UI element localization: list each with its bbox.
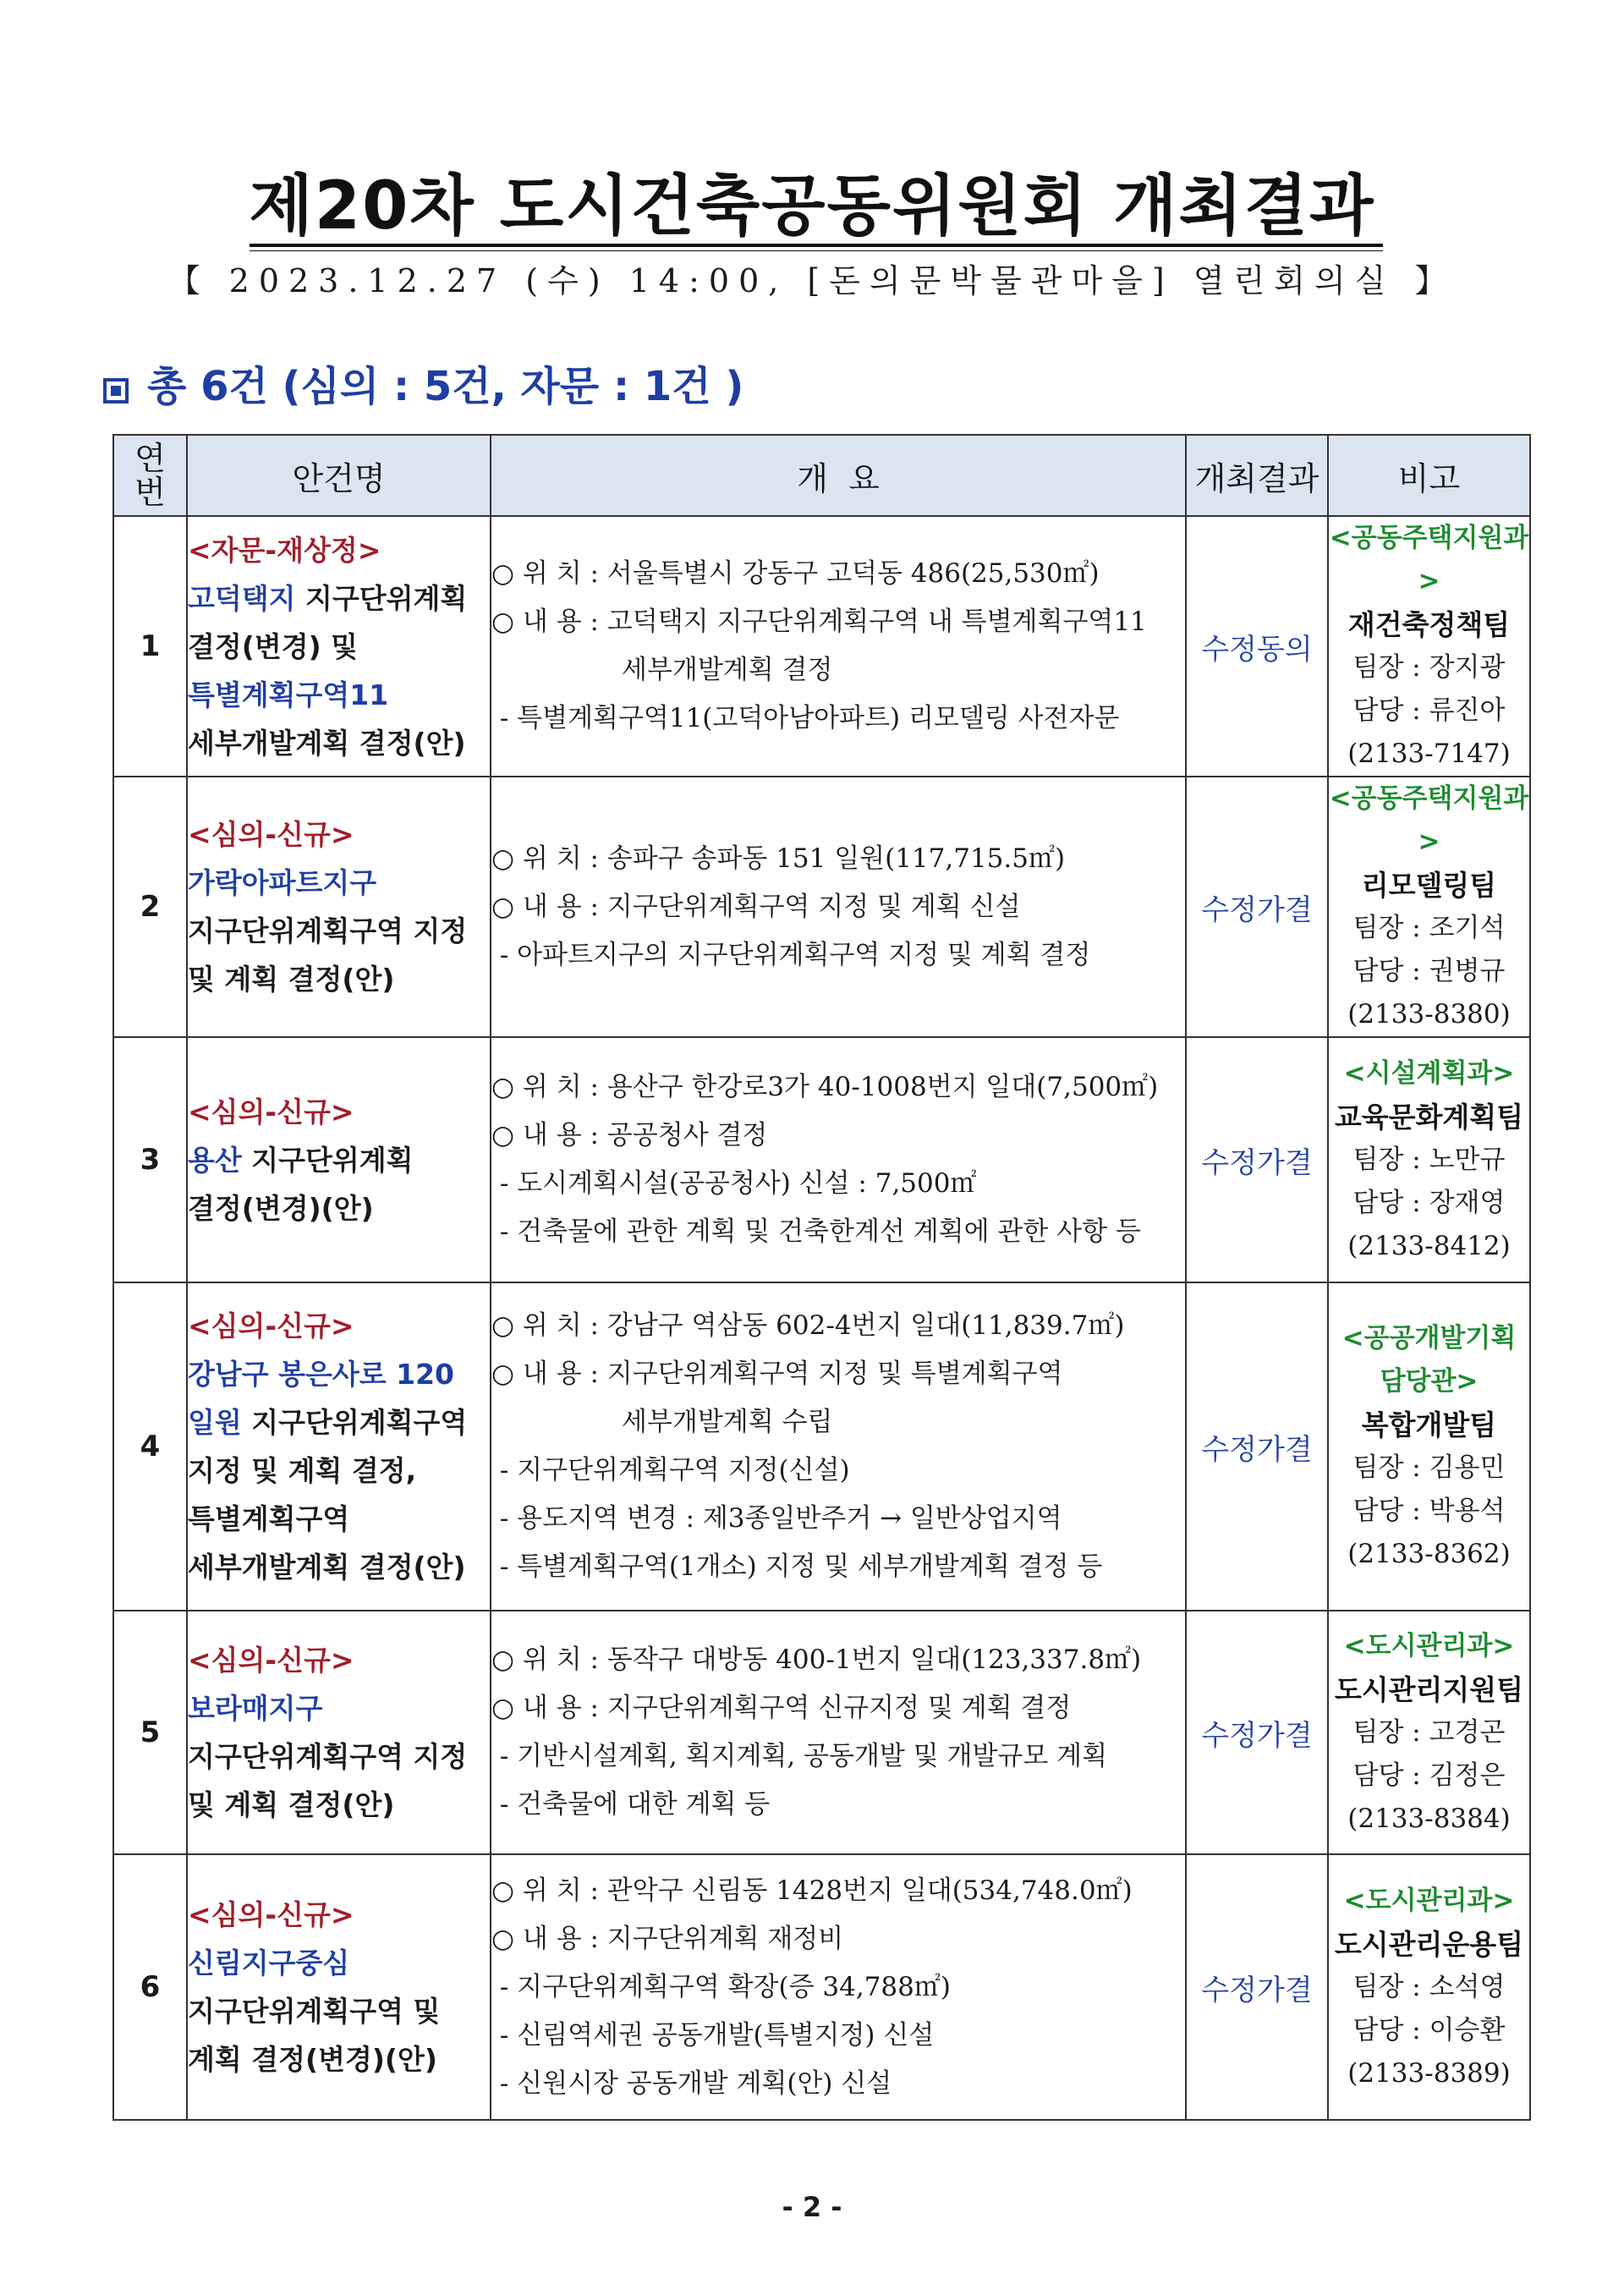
team-leader: 팀장 : 장지광 — [1352, 652, 1506, 683]
department-name: <공동주택지원과> — [1329, 783, 1529, 857]
overview-line: - 아파트지구의 지구단위계획구역 지정 및 계획 결정 — [491, 939, 1091, 970]
team-leader: 팀장 : 김용민 — [1352, 1452, 1506, 1483]
agenda-category: <자문-재상정> — [188, 533, 381, 567]
agenda-name-line — [188, 574, 490, 623]
agenda-name-line — [188, 1939, 490, 1987]
overview-line: - 특별계획구역(1개소) 지정 및 세부개발계획 결정 등 — [491, 1551, 1103, 1582]
page-title: 제20차 도시건축공동위원회 개최결과 — [249, 168, 1375, 244]
table-row — [113, 777, 1530, 1037]
agenda-name-text: 계획 결정(변경)(안) — [188, 2043, 437, 2076]
agenda-name-highlight: 고덕택지 — [188, 581, 296, 615]
agenda-name-line — [188, 859, 490, 907]
agenda-name-line — [188, 2035, 490, 2084]
overview-line: ○ 내 용 : 공공청사 결정 — [491, 1120, 768, 1150]
header-agenda-name: 안건명 — [187, 435, 491, 516]
department-name-cont: 담당관> — [1380, 1366, 1479, 1397]
team-name: 복합개발팀 — [1361, 1408, 1497, 1441]
staff-in-charge: 담당 : 장재영 — [1352, 1187, 1506, 1218]
note-cell — [1328, 777, 1530, 1037]
staff-in-charge: 담당 : 류진아 — [1352, 695, 1506, 726]
agenda-name-cell — [187, 1282, 491, 1611]
team-leader: 팀장 : 조기석 — [1352, 913, 1506, 943]
department-name: <시설계획과> — [1343, 1057, 1515, 1089]
agenda-name-line — [188, 1184, 490, 1233]
note-cell — [1328, 1282, 1530, 1611]
staff-in-charge: 담당 : 김정은 — [1352, 1760, 1506, 1791]
agenda-name-line — [188, 719, 490, 767]
agenda-name-text: 지구단위계획구역 및 — [188, 1995, 441, 2028]
overview-line: - 특별계획구역11(고덕아남아파트) 리모델링 사전자문 — [491, 703, 1120, 733]
agenda-name-line — [188, 1447, 490, 1495]
agenda-name-line — [188, 1543, 490, 1591]
agenda-name-cell — [187, 1854, 491, 2120]
agenda-name-cell — [187, 516, 491, 777]
title-underline-thin — [250, 250, 1383, 251]
agenda-name-line — [188, 1398, 490, 1447]
overview-line: ○ 위 치 : 서울특별시 강동구 고덕동 486(25,530㎡) — [491, 558, 1100, 589]
overview-cell — [491, 777, 1186, 1037]
agenda-name-highlight: 가락아파트지구 — [188, 866, 377, 899]
overview-line: - 지구단위계획구역 확장(증 34,788㎡) — [491, 1971, 951, 2002]
agenda-category: <심의-신규> — [188, 1898, 354, 1931]
table-row — [113, 1282, 1530, 1611]
header-note: 비고 — [1328, 435, 1530, 516]
header-no-bottom: 번 — [134, 474, 166, 511]
contact-phone: (2133-7147) — [1347, 738, 1511, 769]
row-number: 4 — [113, 1282, 187, 1611]
agenda-name-line — [188, 1987, 490, 2035]
agenda-name-line — [188, 623, 490, 671]
agenda-name-line — [188, 1495, 490, 1543]
agenda-name-text: 지구단위계획 — [295, 581, 468, 615]
contact-phone: (2133-8389) — [1347, 2057, 1511, 2089]
overview-cell — [491, 516, 1186, 777]
row-number: 6 — [113, 1854, 187, 2120]
contact-phone: (2133-8380) — [1347, 999, 1511, 1029]
agenda-table — [112, 434, 1531, 2121]
team-name: 리모델링팀 — [1361, 869, 1497, 902]
agenda-category: <심의-신규> — [188, 1309, 354, 1342]
overview-cell — [491, 1611, 1186, 1854]
contact-phone: (2133-8362) — [1347, 1539, 1511, 1569]
agenda-name-line — [188, 907, 490, 955]
agenda-name-line — [188, 1684, 490, 1732]
agenda-name-line — [188, 1732, 490, 1781]
agenda-name-text: 지구단위계획구역 지정 — [188, 914, 468, 947]
header-overview: 개 요 — [491, 435, 1186, 516]
agenda-name-text: 세부개발계획 결정(안) — [188, 726, 466, 760]
overview-line: - 기반시설계획, 획지계획, 공동개발 및 개발규모 계획 — [491, 1741, 1108, 1771]
agenda-name-text: 지정 및 계획 결정, — [188, 1454, 417, 1487]
header-no-top: 연 — [134, 440, 166, 477]
result-cell: 수정가결 — [1186, 1611, 1328, 1854]
overview-line: - 건축물에 관한 계획 및 건축한계선 계획에 관한 사항 등 — [491, 1216, 1141, 1247]
team-name: 도시관리지원팀 — [1334, 1672, 1524, 1706]
row-number: 5 — [113, 1611, 187, 1854]
staff-in-charge: 담당 : 박용석 — [1352, 1496, 1506, 1526]
overview-line: ○ 위 치 : 동작구 대방동 400-1번지 일대(123,337.8㎡) — [491, 1644, 1142, 1675]
summary-text: 총 6건 (심의 : 5건, 자문 : 1건 ) — [147, 363, 744, 410]
department-name: <도시관리과> — [1343, 1630, 1515, 1661]
note-cell — [1328, 516, 1530, 777]
overview-line: - 신림역세권 공동개발(특별지정) 신설 — [491, 2019, 935, 2051]
overview-line: ○ 내 용 : 지구단위계획구역 신규지정 및 계획 결정 — [491, 1693, 1072, 1723]
agenda-name-cell — [187, 777, 491, 1037]
department-name: <공공개발기획 — [1341, 1323, 1517, 1353]
note-cell — [1328, 1037, 1530, 1282]
agenda-category: <심의-신규> — [188, 1095, 354, 1128]
agenda-body — [113, 516, 1530, 2120]
result-cell: 수정가결 — [1186, 1037, 1328, 1282]
team-name: 재건축정책팀 — [1347, 608, 1511, 641]
agenda-name-highlight: 신림지구중심 — [188, 1946, 350, 1979]
overview-cell — [491, 1854, 1186, 2120]
summary-line — [103, 360, 743, 414]
agenda-name-text: 결정(변경) 및 — [188, 629, 359, 663]
overview-line: ○ 내 용 : 고덕택지 지구단위계획구역 내 특별계획구역11 — [491, 607, 1147, 637]
agenda-name-text: 지구단위계획구역 지정 — [188, 1740, 468, 1773]
overview-line: - 지구단위계획구역 지정(신설) — [491, 1455, 850, 1485]
result-cell: 수정동의 — [1186, 516, 1328, 777]
overview-line: ○ 내 용 : 지구단위계획구역 지정 및 특별계획구역 — [491, 1359, 1063, 1389]
agenda-name-text: 및 계획 결정(안) — [188, 963, 395, 996]
square-bullet-icon — [103, 378, 129, 404]
table-row — [113, 1037, 1530, 1282]
agenda-name-text: 특별계획구역 — [188, 1502, 350, 1535]
overview-line: - 건축물에 대한 계획 등 — [491, 1789, 771, 1820]
overview-line: - 도시계획시설(공공청사) 신설 : 7,500㎡ — [491, 1168, 977, 1199]
agenda-name-text: 및 계획 결정(안) — [188, 1788, 395, 1821]
agenda-name-cell — [187, 1611, 491, 1854]
staff-in-charge: 담당 : 권병규 — [1352, 956, 1506, 986]
row-number: 1 — [113, 516, 187, 777]
header-no — [113, 435, 187, 516]
overview-line: ○ 위 치 : 용산구 한강로3가 40-1008번지 일대(7,500㎡) — [491, 1072, 1159, 1102]
result-cell: 수정가결 — [1186, 1854, 1328, 2120]
overview-line: ○ 위 치 : 송파구 송파동 151 일원(117,715.5㎡) — [491, 843, 1066, 874]
page-number: - 2 - — [782, 2191, 842, 2223]
team-leader: 팀장 : 고경곤 — [1352, 1716, 1506, 1748]
overview-line: 세부개발계획 수립 — [622, 1407, 833, 1437]
agenda-name-text: 지구단위계획구역 — [241, 1406, 468, 1439]
team-name: 교육문화계획팀 — [1334, 1100, 1524, 1134]
overview-line: ○ 위 치 : 관악구 신림동 1428번지 일대(534,748.0㎡) — [491, 1875, 1133, 1906]
title-underline — [250, 244, 1383, 247]
department-name: <도시관리과> — [1343, 1885, 1515, 1916]
row-number: 3 — [113, 1037, 187, 1282]
row-number: 2 — [113, 777, 187, 1037]
agenda-name-text: 지구단위계획 — [241, 1143, 414, 1177]
agenda-name-text: 결정(변경)(안) — [188, 1191, 374, 1225]
agenda-name-highlight: 강남구 봉은사로 120 — [188, 1358, 455, 1391]
agenda-category: <심의-신규> — [188, 818, 354, 851]
agenda-name-line — [188, 671, 490, 719]
agenda-name-line — [188, 1781, 490, 1829]
staff-in-charge: 담당 : 이승환 — [1352, 2014, 1506, 2045]
overview-line: ○ 위 치 : 강남구 역삼동 602-4번지 일대(11,839.7㎡) — [491, 1310, 1125, 1341]
table-row — [113, 1611, 1530, 1854]
agenda-name-line — [188, 1350, 490, 1398]
note-cell — [1328, 1611, 1530, 1854]
team-leader: 팀장 : 소석영 — [1352, 1971, 1506, 2002]
agenda-name-highlight: 보라매지구 — [188, 1692, 323, 1725]
agenda-name-line — [188, 1136, 490, 1184]
overview-line: - 신원시장 공동개발 계획(안) 신설 — [491, 2067, 892, 2099]
agenda-name-highlight: 일원 — [188, 1406, 242, 1439]
team-name: 도시관리운용팀 — [1334, 1927, 1524, 1961]
agenda-category: <심의-신규> — [188, 1644, 354, 1677]
overview-line: - 용도지역 변경 : 제3종일반주거 → 일반상업지역 — [491, 1503, 1062, 1534]
agenda-name-line — [188, 955, 490, 1003]
meeting-info: 【 2023.12.27 (수) 14:00, [돈의문박물관마을] 열린회의실 】 — [167, 262, 1457, 299]
department-name: <공동주택지원과> — [1329, 523, 1529, 596]
table-header-row — [113, 435, 1530, 516]
overview-cell — [491, 1282, 1186, 1611]
note-cell — [1328, 1854, 1530, 2120]
overview-cell — [491, 1037, 1186, 1282]
table-row — [113, 1854, 1530, 2120]
team-leader: 팀장 : 노만규 — [1352, 1144, 1506, 1175]
overview-line: ○ 내 용 : 지구단위계획구역 지정 및 계획 신설 — [491, 891, 1021, 922]
table-row — [113, 516, 1530, 777]
contact-phone: (2133-8412) — [1347, 1230, 1511, 1261]
overview-line: ○ 내 용 : 지구단위계획 재정비 — [491, 1923, 844, 1954]
agenda-name-highlight: 용산 — [188, 1143, 242, 1177]
agenda-name-highlight: 특별계획구역11 — [188, 678, 389, 711]
result-cell: 수정가결 — [1186, 1282, 1328, 1611]
agenda-name-cell — [187, 1037, 491, 1282]
contact-phone: (2133-8384) — [1347, 1803, 1511, 1834]
overview-line: 세부개발계획 결정 — [622, 655, 833, 685]
agenda-name-text: 세부개발계획 결정(안) — [188, 1551, 466, 1584]
result-cell: 수정가결 — [1186, 777, 1328, 1037]
header-result: 개최결과 — [1186, 435, 1328, 516]
